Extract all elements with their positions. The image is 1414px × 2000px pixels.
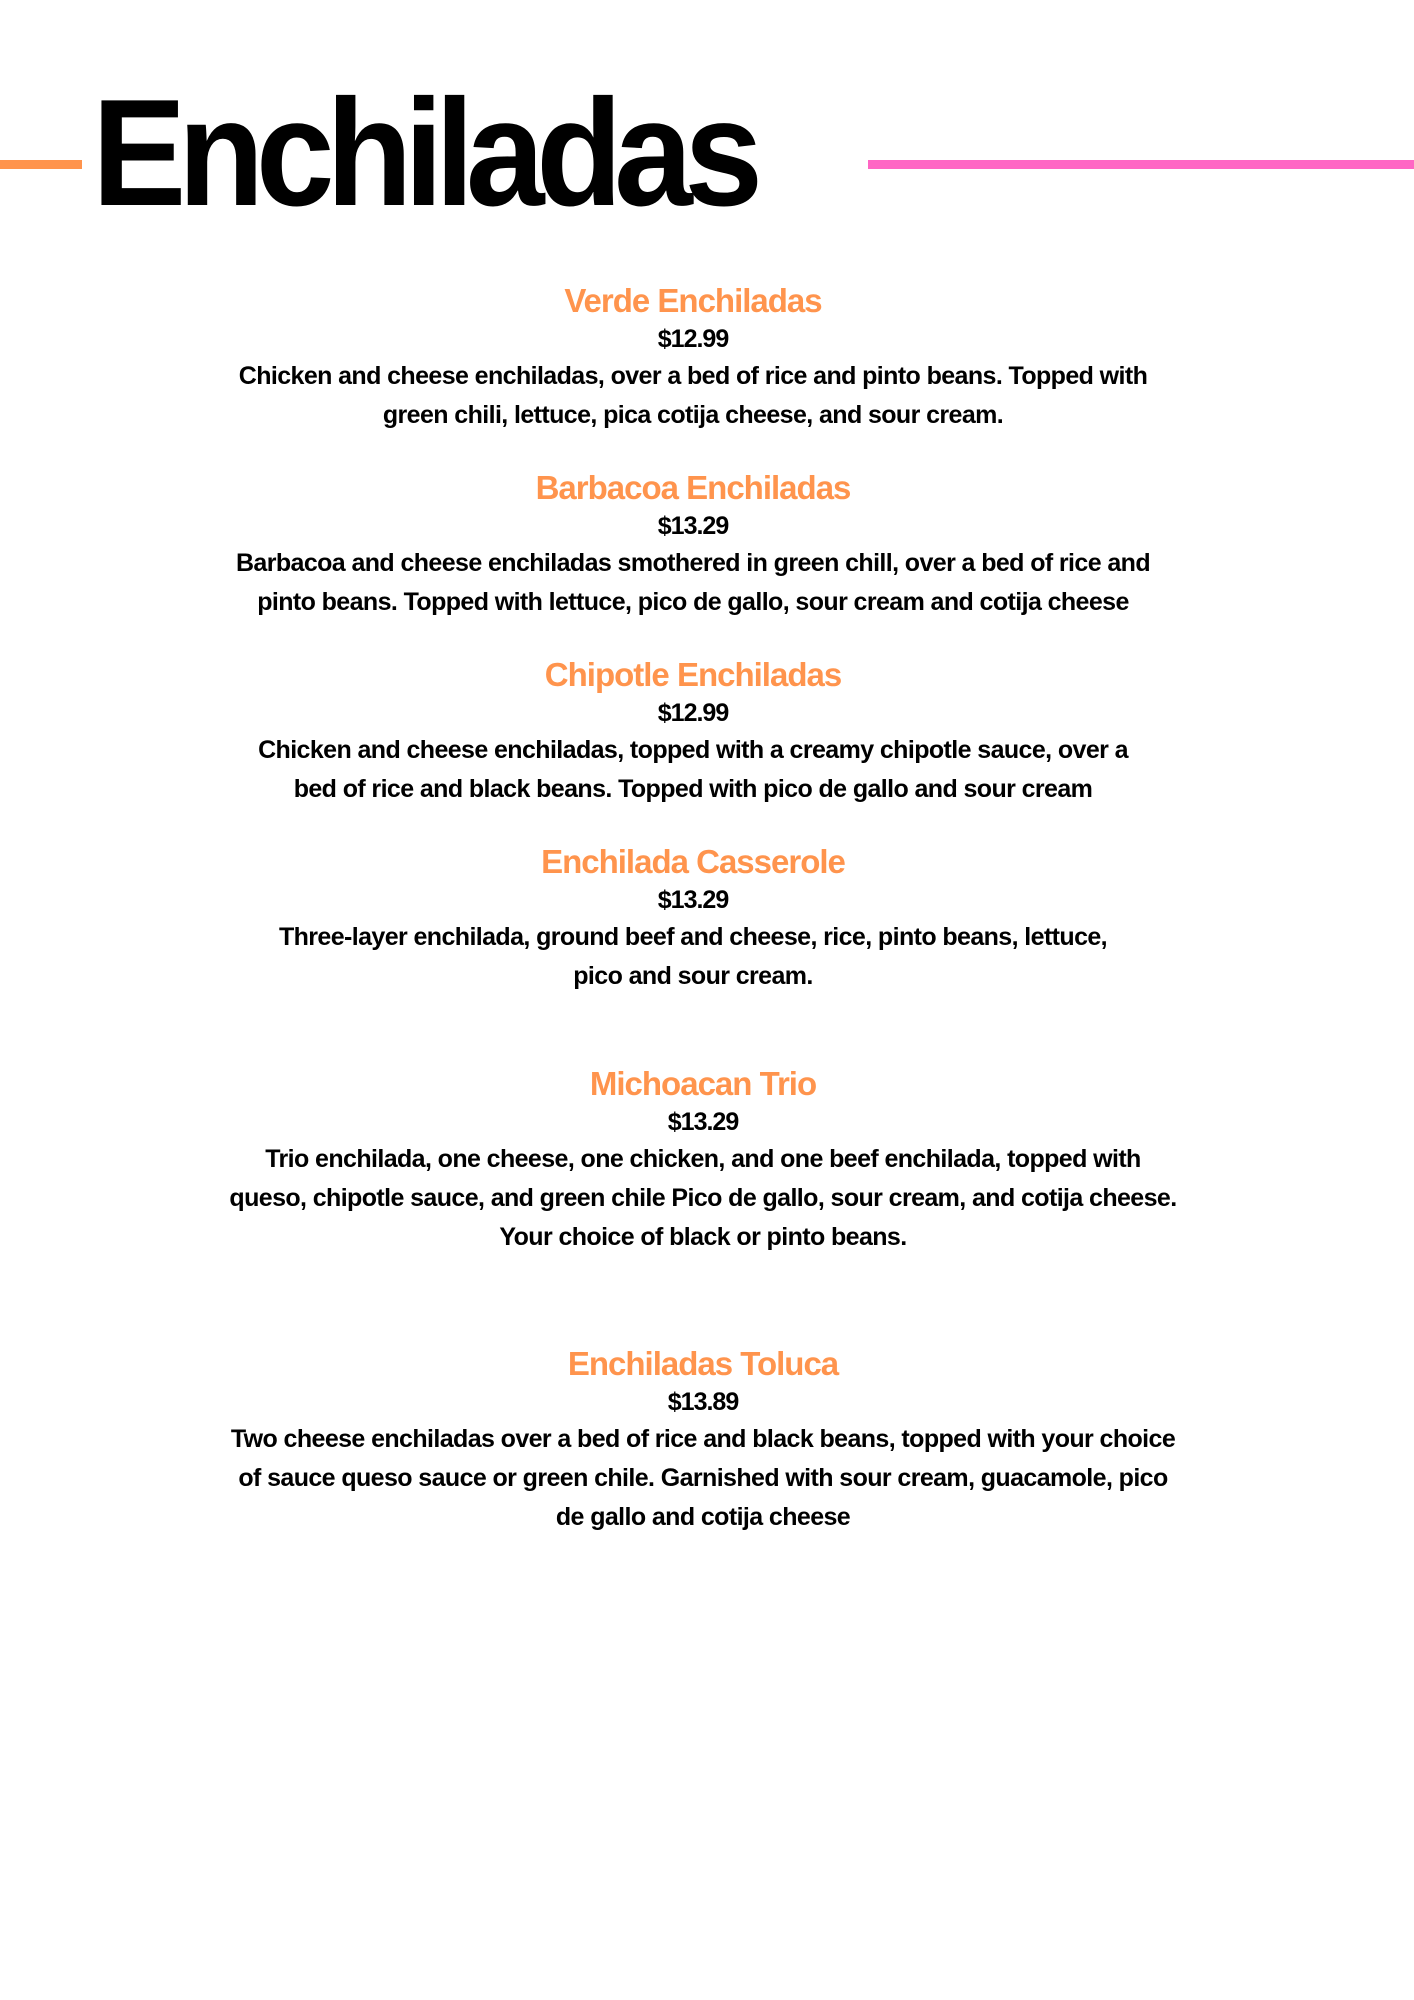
item-price: $13.89 [667, 1388, 739, 1416]
description-line: queso, chipotle sauce, and green chile Pico de gallo, sour cream, and cotija cheese. [229, 1184, 1177, 1212]
description-line: Trio enchilada, one cheese, one chicken, and one beef enchilada, topped with [265, 1145, 1141, 1173]
left-orange-divider [0, 160, 82, 169]
menu-item-verde [150, 281, 1236, 435]
item-description [150, 357, 1236, 435]
description-line: bed of rice and black beans. Topped with pico de gallo and sour cream [293, 775, 1093, 803]
item-description [150, 544, 1236, 622]
item-price: $12.99 [657, 699, 729, 727]
menu-item-casserole [150, 842, 1236, 996]
item-price: $13.29 [657, 512, 729, 540]
item-price: $13.29 [667, 1108, 739, 1136]
item-name: Michoacan Trio [589, 1065, 817, 1102]
description-line: Barbacoa and cheese enchiladas smothered in green chill, over a bed of rice and [235, 549, 1151, 577]
item-description [160, 1140, 1246, 1257]
menu-item-chipotle [150, 655, 1236, 809]
item-price: $12.99 [657, 325, 729, 353]
description-line: de gallo and cotija cheese [555, 1503, 851, 1531]
menu-item-toluca [160, 1344, 1246, 1537]
item-name: Barbacoa Enchiladas [535, 469, 851, 506]
right-pink-divider [868, 160, 1414, 169]
description-line: Three-layer enchilada, ground beef and cheese, rice, pinto beans, lettuce, [278, 923, 1108, 951]
description-line: pinto beans. Topped with lettuce, pico de gallo, sour cream and cotija cheese [257, 588, 1129, 616]
item-name: Enchilada Casserole [541, 843, 845, 880]
description-line: Chicken and cheese enchiladas, over a bed of rice and pinto beans. Topped with [238, 362, 1148, 390]
description-line: of sauce queso sauce or green chile. Garnished with sour cream, guacamole, pico [238, 1464, 1168, 1492]
item-name: Verde Enchiladas [564, 282, 822, 319]
item-description [160, 1420, 1246, 1537]
item-name: Enchiladas Toluca [567, 1345, 839, 1382]
item-name: Chipotle Enchiladas [544, 656, 842, 693]
item-price: $13.29 [657, 886, 729, 914]
description-line: Your choice of black or pinto beans. [499, 1223, 907, 1251]
page-title: Enchiladas [92, 68, 755, 238]
description-line: green chili, lettuce, pica cotija cheese, and sour cream. [382, 401, 1004, 429]
item-description [150, 731, 1236, 809]
description-line: Two cheese enchiladas over a bed of rice and black beans, topped with your choice [230, 1425, 1176, 1453]
menu-item-barbacoa [150, 468, 1236, 622]
menu-item-michoacan-trio [160, 1064, 1246, 1257]
description-line: pico and sour cream. [573, 962, 813, 990]
description-line: Chicken and cheese enchiladas, topped with a creamy chipotle sauce, over a [258, 736, 1128, 764]
item-description [150, 918, 1236, 996]
